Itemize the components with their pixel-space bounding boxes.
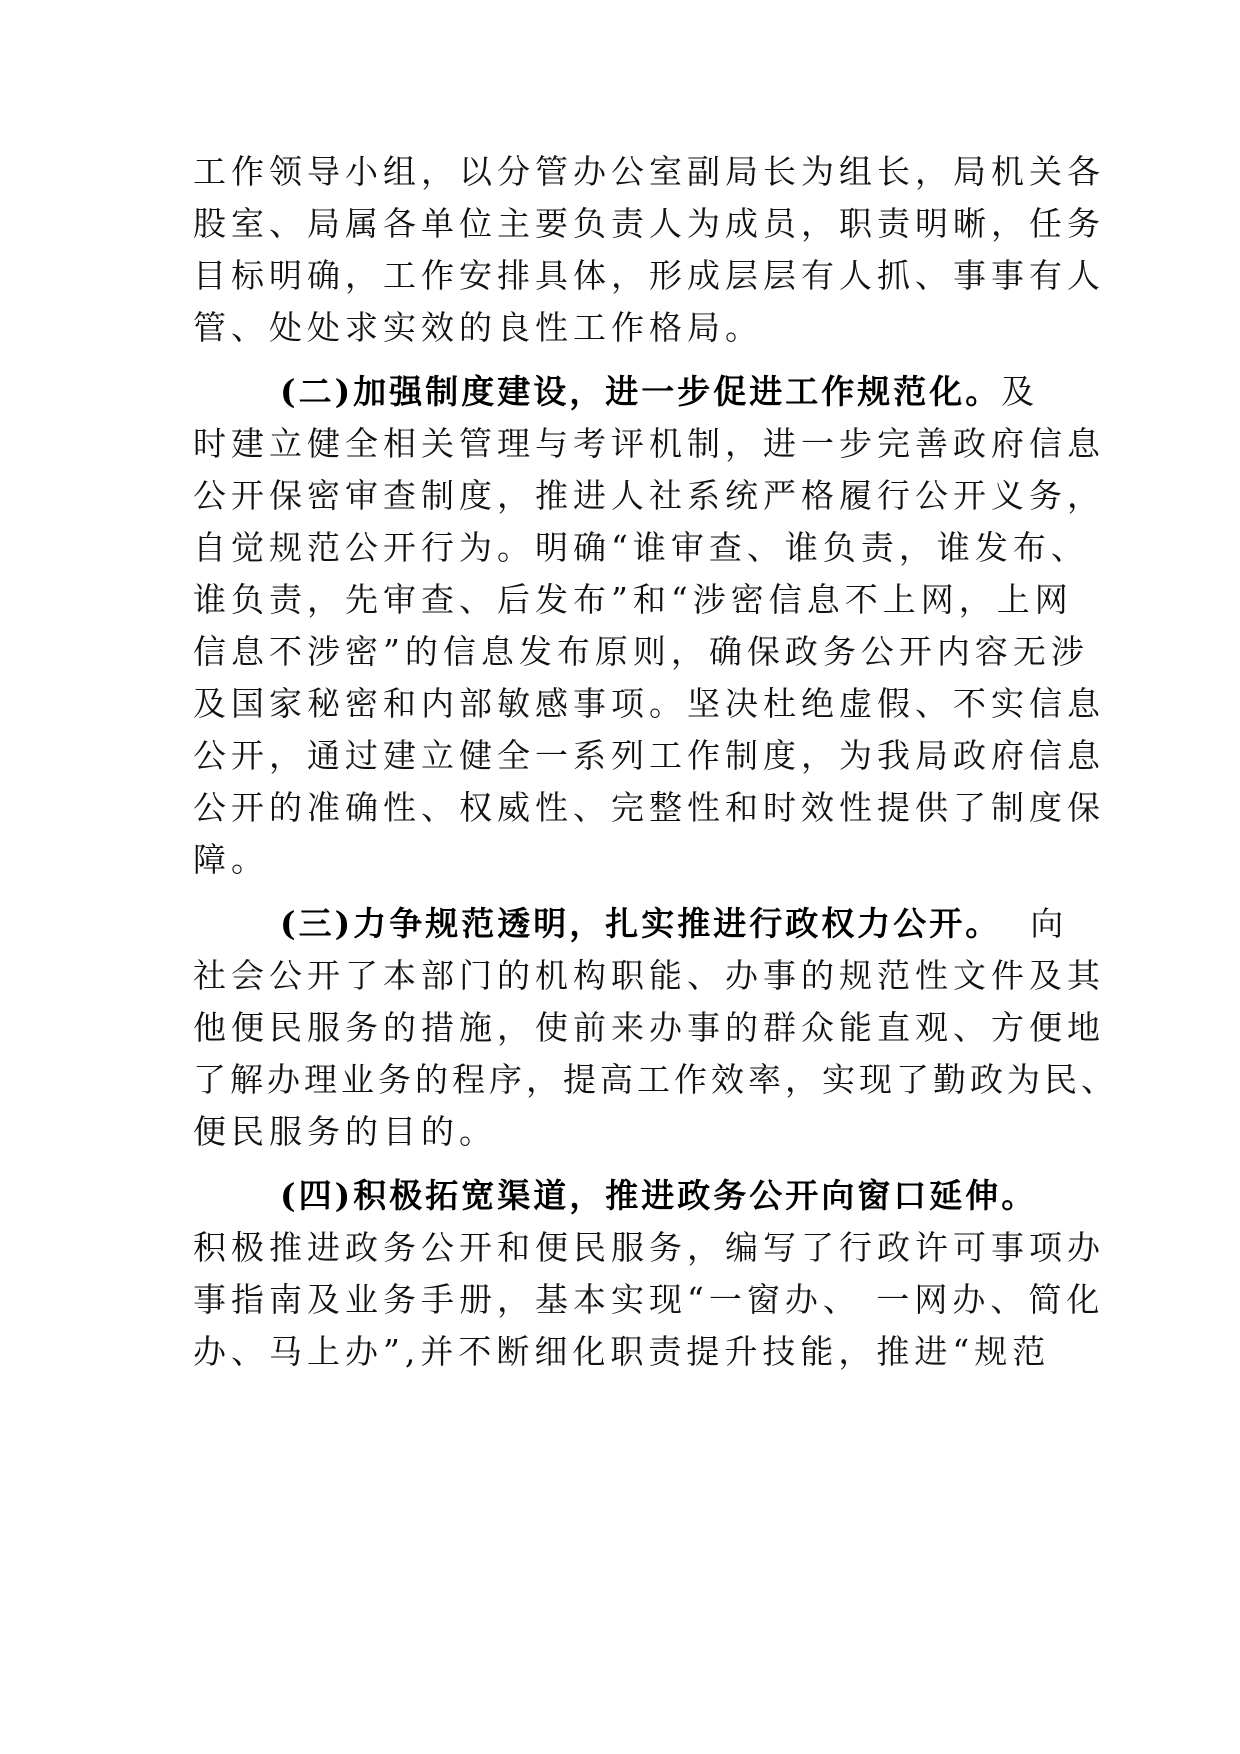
section-heading-4 bbox=[280, 1176, 1037, 1216]
paragraph-line: 公开，通过建立健全一系列工作制度，为我局政府信息 bbox=[193, 736, 1105, 775]
paragraph-line: 目标明确，工作安排具体，形成层层有人抓、事事有人 bbox=[193, 256, 1105, 295]
section-heading-3 bbox=[280, 904, 1067, 944]
heading-tail: 向 bbox=[1001, 904, 1068, 943]
paragraph-line: 他便民服务的措施，使前来办事的群众能直观、方便地 bbox=[193, 1008, 1105, 1047]
heading-tail: 及 bbox=[1001, 372, 1039, 411]
paragraph-line: 时建立健全相关管理与考评机制，进一步完善政府信息 bbox=[193, 424, 1105, 463]
paragraph-line: 股室、局属各单位主要负责人为成员，职责明晰，任务 bbox=[193, 204, 1105, 243]
paragraph-line: 办、马上办”,并不断细化职责提升技能，推进“规范 bbox=[193, 1332, 1051, 1371]
paragraph-line: 公开的准确性、权威性、完整性和时效性提供了制度保 bbox=[193, 788, 1105, 827]
paragraph-line: 便民服务的目的。 bbox=[193, 1112, 497, 1151]
paragraph-line: 障。 bbox=[193, 840, 269, 879]
paragraph-line: 工作领导小组，以分管办公室副局长为组长，局机关各 bbox=[193, 152, 1105, 191]
paragraph-line: 积极推进政务公开和便民服务，编写了行政许可事项办 bbox=[193, 1228, 1105, 1267]
paragraph-line: 管、处处求实效的良性工作格局。 bbox=[193, 308, 763, 347]
heading-title: (四)积极拓宽渠道，推进政务公开向窗口延伸。 bbox=[280, 1176, 1038, 1215]
paragraph-line: 信息不涉密”的信息发布原则，确保政务公开内容无涉 bbox=[193, 632, 1089, 671]
paragraph-line: 了解办理业务的程序，提高工作效率，实现了勤政为民、 bbox=[193, 1060, 1118, 1099]
paragraph-line: 自觉规范公开行为。明确“谁审查、谁负责，谁发布、 bbox=[193, 528, 1089, 567]
heading-title: (二)加强制度建设，进一步促进工作规范化。 bbox=[280, 372, 1002, 411]
paragraph-line: 社会公开了本部门的机构职能、办事的规范性文件及其 bbox=[193, 956, 1105, 995]
paragraph-line: 事指南及业务手册，基本实现“一窗办、 一网办、简化 bbox=[193, 1280, 1105, 1319]
paragraph-line: 谁负责，先审查、后发布”和“涉密信息不上网，上网 bbox=[193, 580, 1073, 619]
section-heading-2 bbox=[280, 372, 1038, 412]
paragraph-line: 及国家秘密和内部敏感事项。坚决杜绝虚假、不实信息 bbox=[193, 684, 1105, 723]
paragraph-line: 公开保密审查制度，推进人社系统严格履行公开义务， bbox=[193, 476, 1105, 515]
heading-title: (三)力争规范透明，扎实推进行政权力公开。 bbox=[280, 904, 1002, 943]
